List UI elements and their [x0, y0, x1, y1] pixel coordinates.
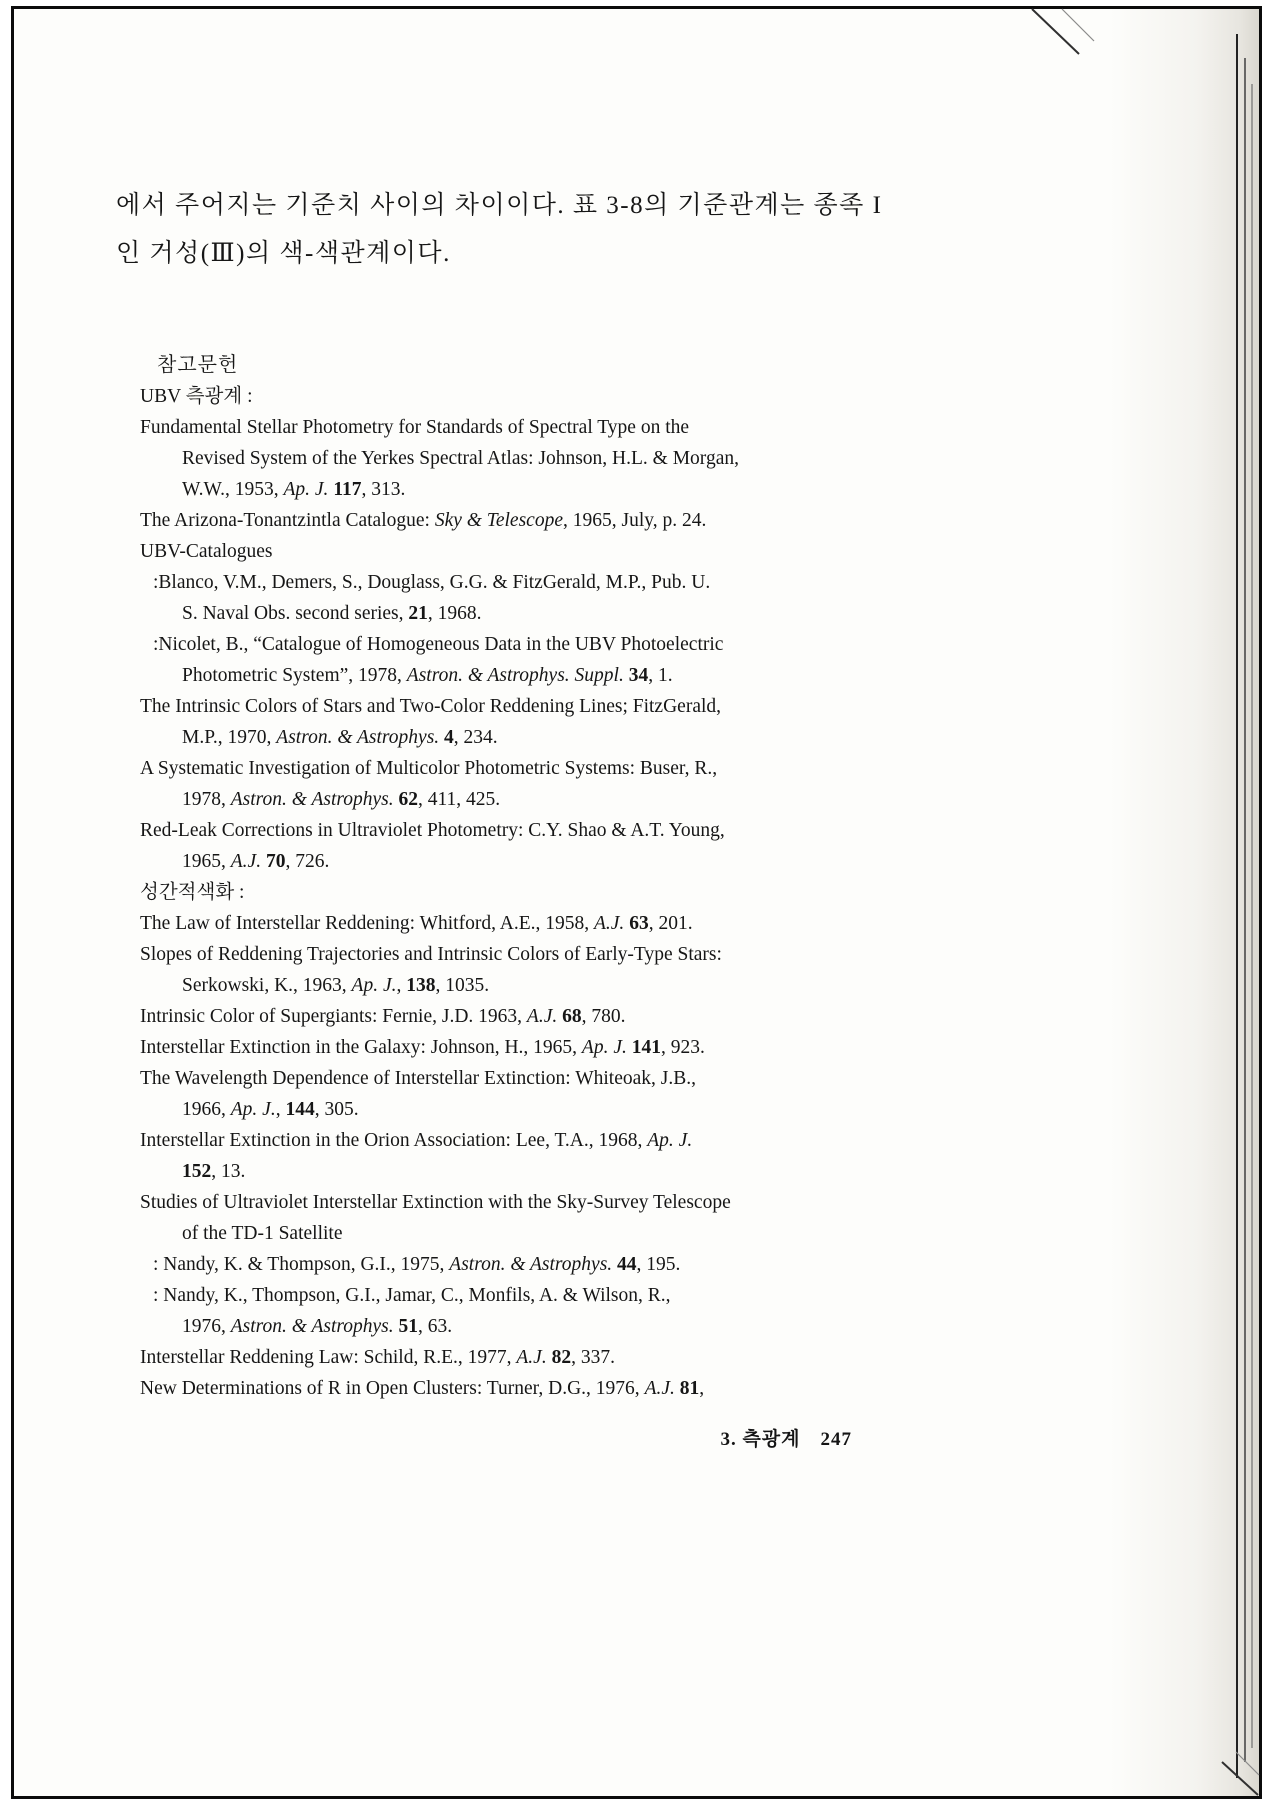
volume-number: 21: [408, 603, 428, 624]
reference-text: , 313.: [361, 479, 406, 500]
reference-text: Red-Leak Corrections in Ultraviolet Photometry: C.Y. Shao & A.T. Young,: [140, 820, 725, 841]
reference-text: , 195.: [636, 1254, 681, 1275]
journal-name: A.J.: [526, 1006, 558, 1027]
volume-number: 70: [265, 851, 286, 872]
reference-text: , 726.: [285, 851, 330, 872]
reference-line: [140, 784, 930, 815]
reference-line: [140, 1311, 930, 1342]
reference-line: [140, 846, 930, 877]
reference-text: , 780.: [581, 1006, 626, 1027]
reference-text: Studies of Ultraviolet Interstellar Extinction with the Sky-Survey Telescope: [140, 1192, 731, 1213]
reference-line: [140, 505, 930, 536]
reference-text: : Nandy, K., Thompson, G.I., Jamar, C., Monfils, A. & Wilson, R.,: [153, 1285, 671, 1306]
reference-text: Interstellar Extinction in the Orion Association: Lee, T.A., 1968,: [140, 1130, 648, 1151]
reference-line: [140, 1063, 930, 1094]
reference-text: of the TD-1 Satellite: [182, 1223, 343, 1244]
volume-number: 82: [551, 1347, 572, 1368]
reference-text: , 63.: [418, 1316, 453, 1337]
reference-text: M.P., 1970,: [182, 727, 277, 748]
intro-line-2: 인 거성(Ⅲ)의 색-색관계이다.: [116, 240, 451, 267]
journal-name: Ap. J.: [351, 975, 397, 996]
volume-number: 138: [406, 975, 436, 996]
reference-text: Interstellar Reddening Law: Schild, R.E., 1977,: [140, 1347, 517, 1368]
reference-text: Intrinsic Color of Supergiants: Fernie, J.D. 1963,: [140, 1006, 527, 1027]
intro-paragraph: [116, 182, 882, 278]
reference-text: Serkowski, K., 1963,: [182, 975, 352, 996]
reference-text: Fundamental Stellar Photometry for Standards of Spectral Type on the: [140, 417, 690, 438]
reference-line: [140, 1342, 930, 1373]
journal-name: A.J.: [230, 851, 262, 872]
reference-line: [140, 877, 930, 908]
journal-name: A.J.: [644, 1378, 675, 1399]
reference-line: [140, 1094, 930, 1125]
reference-text: , 337.: [571, 1347, 615, 1368]
reference-text: A Systematic Investigation of Multicolor Photometric Systems: Buser, R.,: [140, 758, 718, 779]
reference-text: Slopes of Reddening Trajectories and Intrinsic Colors of Early-Type Stars:: [140, 944, 722, 965]
reference-line: [140, 1125, 930, 1156]
journal-name: Ap. J.: [230, 1099, 276, 1120]
reference-line: [140, 443, 930, 474]
bibliography-lines: [140, 381, 930, 1404]
volume-number: 62: [398, 789, 418, 810]
journal-name: Ap. J.: [647, 1130, 693, 1151]
reference-text: , 13.: [211, 1161, 246, 1182]
reference-line: [140, 598, 930, 629]
reference-line: [140, 1032, 930, 1063]
reference-text: 1978,: [182, 789, 231, 810]
bibliography-heading: 참고문헌: [157, 354, 239, 376]
reference-line: [140, 412, 930, 443]
reference-line: [140, 691, 930, 722]
volume-number: 68: [562, 1006, 582, 1027]
volume-number: 141: [631, 1037, 661, 1058]
reference-text: The Arizona-Tonantzintla Catalogue:: [140, 510, 435, 531]
reference-text: , 923.: [661, 1037, 705, 1058]
volume-number: 63: [629, 913, 649, 934]
footer-section-label: 3. 측광계: [720, 1429, 801, 1450]
volume-number: 4: [444, 727, 454, 748]
reference-line: [140, 660, 930, 691]
reference-text: : Nandy, K. & Thompson, G.I., 1975,: [153, 1254, 450, 1275]
reference-text: , 305.: [314, 1099, 359, 1120]
reference-line: [140, 474, 930, 505]
journal-name: Sky & Telescope: [434, 510, 563, 531]
volume-number: 152: [182, 1161, 212, 1182]
journal-name: Astron. & Astrophys. Suppl.: [406, 665, 624, 686]
journal-name: Astron. & Astrophys.: [230, 1316, 394, 1337]
reference-line: [140, 1218, 930, 1249]
reference-line: [140, 970, 930, 1001]
reference-line: [140, 753, 930, 784]
reference-line: [140, 722, 930, 753]
page-footer: [140, 1424, 852, 1451]
journal-name: Astron. & Astrophys.: [230, 789, 394, 810]
journal-name: A.J.: [516, 1347, 547, 1368]
reference-text: Interstellar Extinction in the Galaxy: Johnson, H., 1965,: [140, 1037, 582, 1058]
reference-line: [140, 815, 930, 846]
reference-text: , 1035.: [435, 975, 490, 996]
reference-line: [140, 381, 930, 412]
volume-number: 144: [285, 1099, 315, 1120]
footer-page-number: 247: [820, 1429, 852, 1450]
reference-text: , 201.: [648, 913, 693, 934]
reference-text: , 1.: [648, 665, 673, 686]
volume-number: 44: [617, 1254, 637, 1275]
reference-line: [140, 1156, 930, 1187]
reference-text: ,: [699, 1378, 705, 1399]
reference-text: :Nicolet, B., “Catalogue of Homogeneous Data in the UBV Photoelectric: [153, 634, 724, 655]
reference-line: [140, 629, 930, 660]
reference-text: , 1965, July, p. 24.: [563, 510, 707, 531]
reference-text: ,: [275, 1099, 286, 1120]
reference-line: [140, 1373, 930, 1404]
reference-text: , 411, 425.: [418, 789, 501, 810]
reference-text: , 1968.: [427, 603, 482, 624]
reference-text: New Determinations of R in Open Clusters: Turner, D.G., 1976,: [140, 1378, 645, 1399]
reference-line: [140, 567, 930, 598]
reference-text: :Blanco, V.M., Demers, S., Douglass, G.G. & FitzGerald, M.P., Pub. U.: [153, 572, 711, 593]
volume-number: 34: [628, 665, 649, 686]
reference-line: [140, 1249, 930, 1280]
reference-text: The Law of Interstellar Reddening: Whitford, A.E., 1958,: [140, 913, 594, 934]
reference-line: [140, 1280, 930, 1311]
intro-line-1: 에서 주어지는 기준치 사이의 차이이다. 표 3-8의 기준관계는 종족 I: [116, 192, 883, 219]
reference-line: [140, 1001, 930, 1032]
volume-number: 117: [333, 479, 362, 500]
reference-text: UBV-Catalogues: [140, 541, 273, 562]
journal-name: Astron. & Astrophys.: [449, 1254, 613, 1275]
reference-text: UBV 측광계 :: [140, 386, 253, 407]
reference-text: , 234.: [453, 727, 498, 748]
journal-name: Ap. J.: [581, 1037, 627, 1058]
reference-text: ,: [396, 975, 407, 996]
volume-number: 51: [398, 1316, 418, 1337]
reference-text: Photometric System”, 1978,: [182, 665, 407, 686]
reference-text: The Intrinsic Colors of Stars and Two-Color Reddening Lines; FitzGerald,: [140, 696, 722, 717]
reference-text: W.W., 1953,: [182, 479, 284, 500]
reference-text: The Wavelength Dependence of Interstellar Extinction: Whiteoak, J.B.,: [140, 1068, 696, 1089]
reference-text: 성간적색화 :: [140, 882, 245, 903]
reference-line: [140, 908, 930, 939]
reference-line: [140, 536, 930, 567]
reference-line: [140, 939, 930, 970]
reference-text: 1965,: [182, 851, 231, 872]
reference-text: 1976,: [182, 1316, 231, 1337]
reference-line: [140, 1187, 930, 1218]
journal-name: Astron. & Astrophys.: [276, 727, 440, 748]
reference-text: 1966,: [182, 1099, 231, 1120]
reference-text: Revised System of the Yerkes Spectral Atlas: Johnson, H.L. & Morgan,: [182, 448, 739, 469]
volume-number: 81: [679, 1378, 700, 1399]
journal-name: A.J.: [593, 913, 625, 934]
reference-text: S. Naval Obs. second series,: [182, 603, 409, 624]
journal-name: Ap. J.: [283, 479, 329, 500]
